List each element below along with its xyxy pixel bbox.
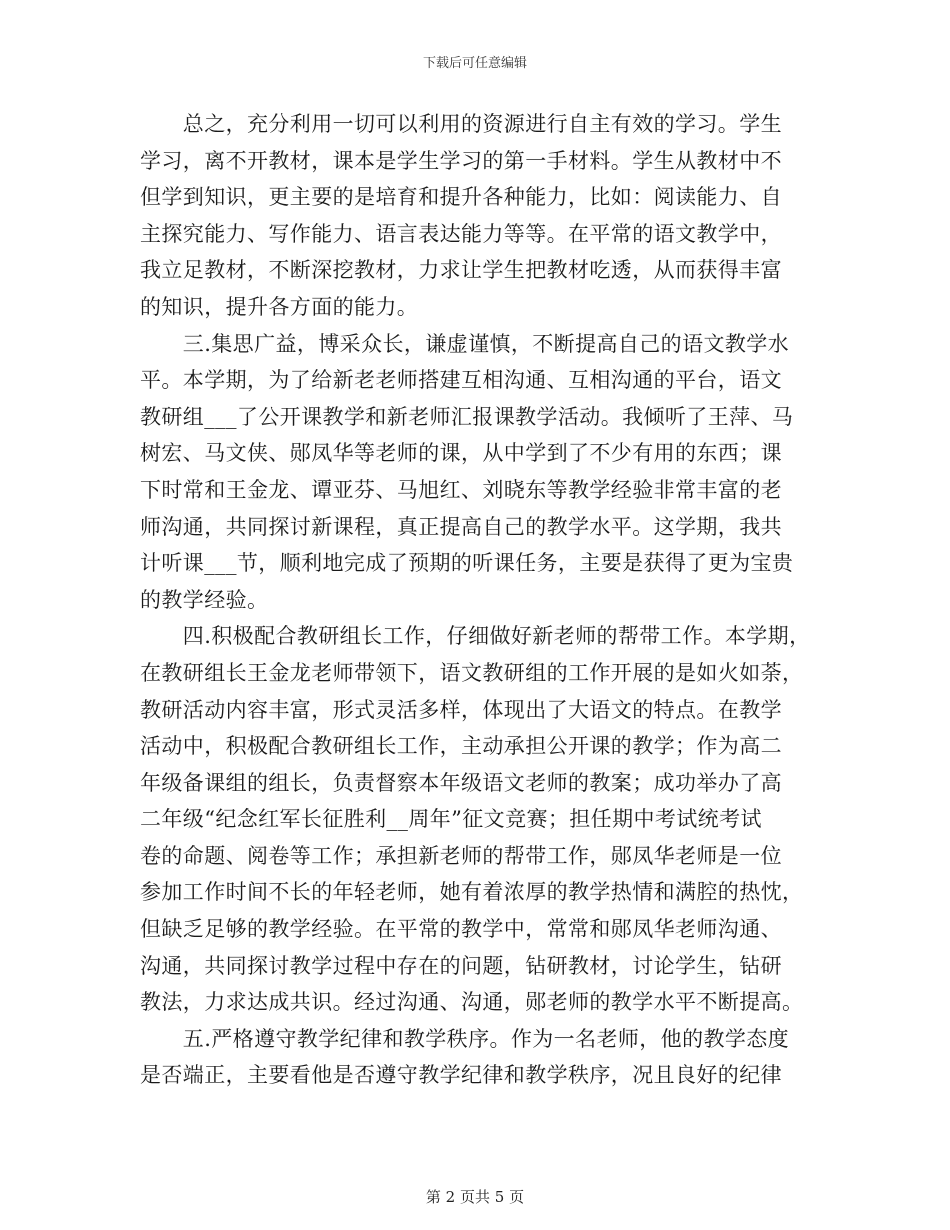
text-line: 但学到知识，更主要的是培育和提升各种能力，比如：阅读能力、自 [140, 185, 782, 210]
text-line: 三.集思广益，博采众长，谦虚谨慎，不断提高自己的语文教学水 [140, 331, 790, 356]
page-header: 下载后可任意编辑 [422, 56, 527, 71]
text-line: 平。本学期，为了给新老老师搭建互相沟通、互相沟通的平台，语文 [140, 368, 782, 393]
text-line: 树宏、马文侠、郧凤华等老师的课，从中学到了不少有用的东西；课 [140, 441, 782, 466]
text-line: 参加工作时间不长的年轻老师，她有着浓厚的教学热情和满腔的热忱， [140, 880, 804, 905]
text-line: 主探究能力、写作能力、语言表达能力等等。在平常的语文教学中， [140, 221, 782, 246]
text-line: 教研活动内容丰富，形式灵活多样，体现出了大语文的特点。在教学 [140, 697, 782, 722]
text-line: 计听课___节，顺利地完成了预期的听课任务，主要是获得了更为宝贵 [140, 551, 794, 576]
text-line: 下时常和王金龙、谭亚芬、马旭红、刘晓东等教学经验非常丰富的老 [140, 477, 782, 502]
text-line: 卷的命题、阅卷等工作；承担新老师的帮带工作，郧凤华老师是一位 [140, 843, 782, 868]
text-line: 教法，力求达成共识。经过沟通、沟通，郧老师的教学水平不断提高。 [140, 990, 804, 1015]
text-line: 学习，离不开教材，课本是学生学习的第一手材料。学生从教材中不 [140, 148, 782, 173]
text-line: 五.严格遵守教学纪律和教学秩序。作为一名老师，他的教学态度 [140, 1026, 790, 1051]
text-line: 教研组___了公开课教学和新老师汇报课教学活动。我倾听了王萍、马 [140, 404, 794, 429]
text-line: 四.积极配合教研组长工作，仔细做好新老师的帮带工作。本学期， [140, 624, 811, 649]
page-number-footer: 第 2 页共 5 页 [425, 1188, 525, 1206]
text-line: 年级备课组的组长，负责督察本年级语文老师的教案；成功举办了高 [140, 770, 782, 795]
text-line: 但缺乏足够的教学经验。在平常的教学中，常常和郧凤华老师沟通、 [140, 917, 782, 942]
text-line: 总之，充分利用一切可以利用的资源进行自主有效的学习。学生 [140, 112, 782, 136]
text-line: 师沟通，共同探讨新课程，真正提高自己的教学水平。这学期，我共 [140, 514, 782, 539]
text-line: 活动中，积极配合教研组长工作，主动承担公开课的教学；作为高二 [140, 734, 782, 759]
document-body [140, 106, 830, 1094]
text-line: 在教研组长王金龙老师带领下，语文教研组的工作开展的是如火如荼， [140, 660, 804, 685]
text-line: 我立足教材，不断深挖教材，力求让学生把教材吃透，从而获得丰富 [140, 258, 782, 283]
text-line: 沟通，共同探讨教学过程中存在的问题，钻研教材，讨论学生，钻研 [140, 953, 782, 978]
text-line: 二年级“纪念红军长征胜利__周年”征文竞赛；担任期中考试统考试 [140, 807, 762, 832]
text-line: 的知识，提升各方面的能力。 [140, 294, 419, 319]
text-line: 是否端正，主要看他是否遵守教学纪律和教学秩序，况且良好的纪律 [140, 1063, 782, 1088]
text-line: 的教学经验。 [140, 587, 269, 612]
